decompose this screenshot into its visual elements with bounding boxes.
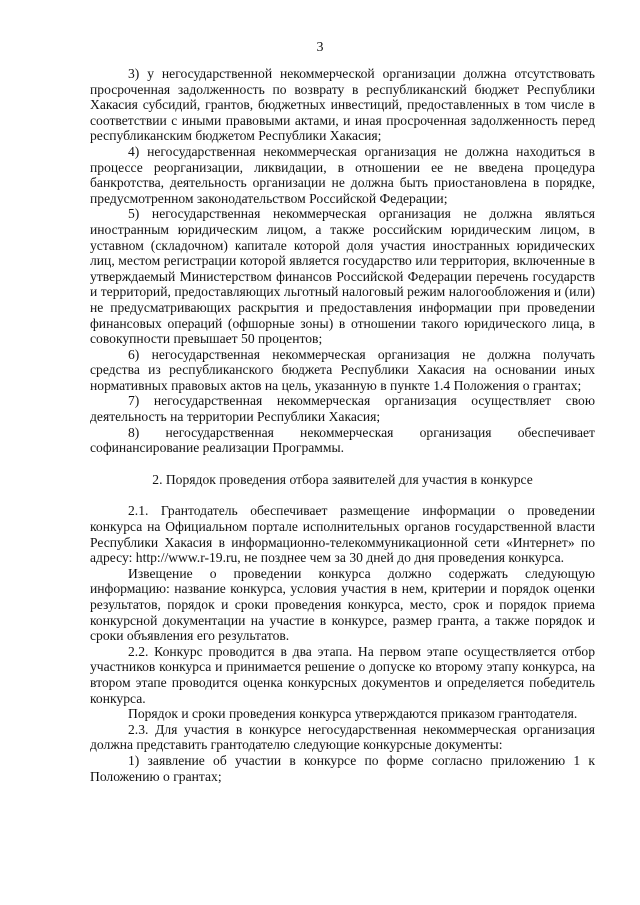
paragraph-2-3: 2.3. Для участия в конкурсе негосударственная некоммерческая организация должна представить грантодателю следующие конкурсные документы: (90, 721, 595, 753)
paragraph-order: Порядок и сроки проведения конкурса утверждаются приказом грантодателя. (128, 706, 578, 722)
paragraph-doc-1: 1) заявление об участии в конкурсе по форме согласно приложению 1 к Положению о грантах; (90, 752, 595, 784)
paragraph-item-8: 8) негосударственная некоммерческая организация обеспечивает софинансирование реализации Программы. (90, 424, 595, 456)
paragraph-notice: Извещение о проведении конкурса должно содержать следующую информацию: название конкурса, условия участия в нем, критерии и порядок оценки результатов, порядок и сроки проведения конкурса, место, срок и порядок приема конкурсной документации на участие в конкурсе, размер гранта, а также порядок и сроки объявления его результатов. (90, 565, 595, 644)
paragraph-item-5: 5) негосударственная некоммерческая организация не должна являться иностранным юридическим лицом, а также российским юридическим лицом, в уставном (складочном) капитале которой доля участия иностранных юридических лиц, местом регистрации которой является государство или территория, включенные в утверждаемый Министерством финансов Российской Федерации перечень государств и территорий, предоставляющих льготный налоговый режим налогообложения и (или) не предусматривающих раскрытия и предоставления информации при проведении финансовых операций (офшорные зоны) в отношении такого юридического лица, в совокупности превышает 50 процентов; (90, 206, 595, 347)
paragraph-item-4: 4) негосударственная некоммерческая организация не должна находиться в процессе реорганизации, ликвидации, в отношении ее не введена процедура банкротства, деятельность организации не должна быть приостановлена в порядке, предусмотренном законодательством Российской Федерации; (90, 143, 595, 206)
section-heading: 2. Порядок проведения отбора заявителей для участия в конкурсе (152, 471, 533, 487)
paragraph-2-1: 2.1. Грантодатель обеспечивает размещение информации о проведении конкурса на Официальном портале исполнительных органов государственной власти Республики Хакасия в информационно-телекоммуникационной сети «Интернет» по адресу: http://www.r-19.ru, не позднее чем за 30 дней до дня проведения конкурса. (90, 503, 595, 566)
page-number: 3 (316, 40, 324, 55)
paragraph-2-2: 2.2. Конкурс проводится в два этапа. На первом этапе осуществляется отбор участников конкурса и принимается решение о допуске ко второму этапу конкурса, на втором этапе проводится оценка конкурсных документов и определяется победитель конкурса. (90, 643, 595, 706)
paragraph-item-7: 7) негосударственная некоммерческая организация осуществляет свою деятельность на территории Республики Хакасия; (90, 393, 595, 425)
document-body (90, 66, 595, 784)
paragraph-item-6: 6) негосударственная некоммерческая организация не должна получать средства из республиканского бюджета Республики Хакасия на основании иных нормативных правовых актов на цель, указанную в пункте 1.4 Положения о грантах; (90, 346, 595, 393)
paragraph-item-3: 3) у негосударственной некоммерческой организации должна отсутствовать просроченная задолженность по возврату в республиканский бюджет Республики Хакасия субсидий, грантов, бюджетных инвестиций, предоставленных в том числе в соответствии с иными правовыми актами, и иная просроченная задолженность перед республиканским бюджетом Республики Хакасия; (90, 66, 595, 144)
